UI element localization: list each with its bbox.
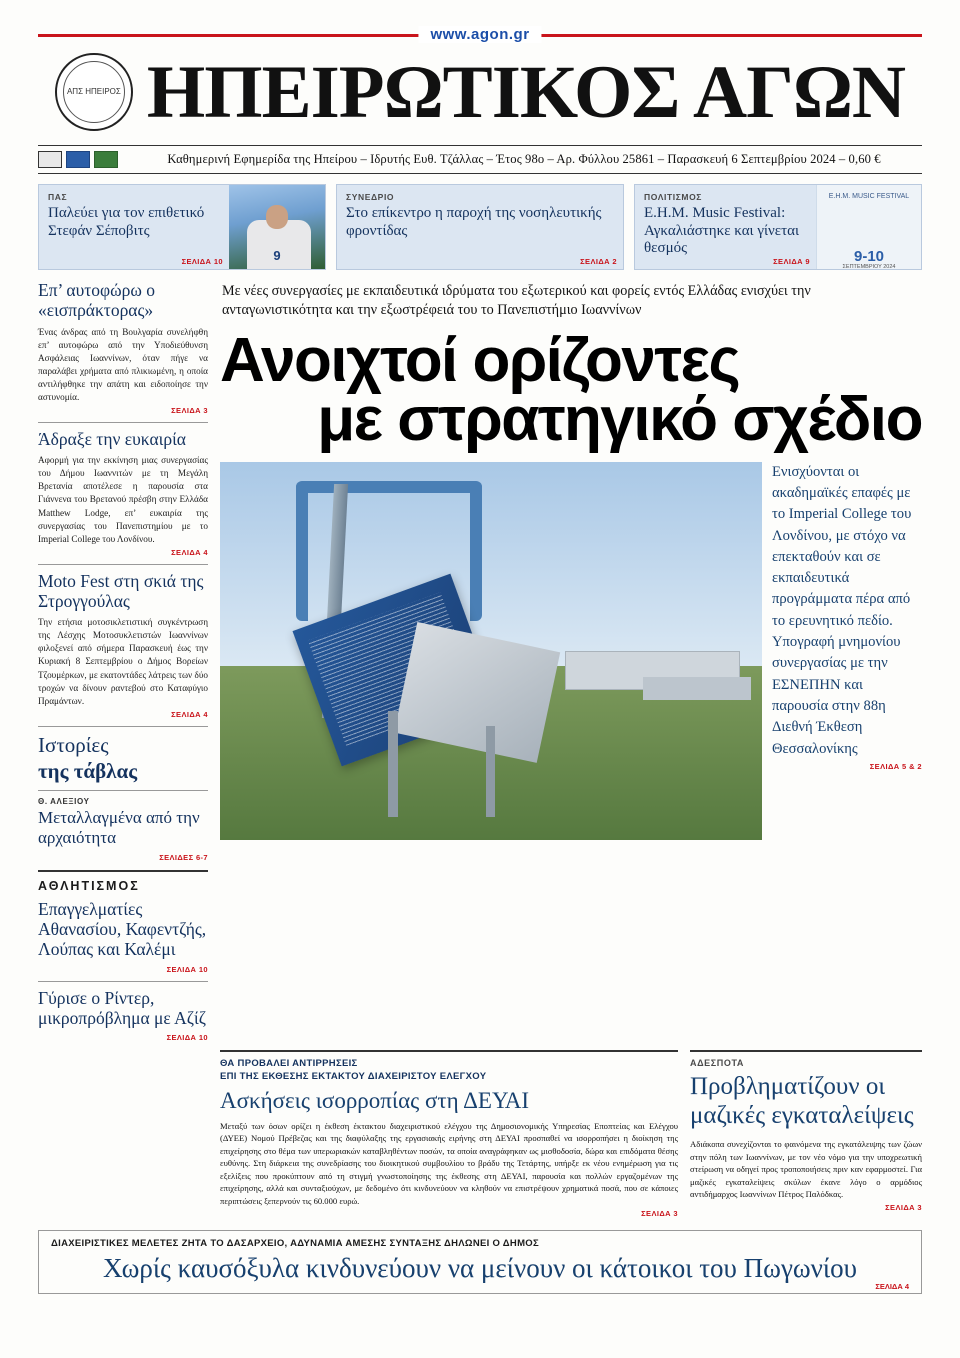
head-shape [266,205,288,229]
teaser-headline[interactable]: Στο επίκεντρο η παροχή της νοσηλευτικής φροντίδας [346,205,602,239]
divider-thick [220,1050,678,1052]
lead-caption [772,462,922,840]
teaser-sports[interactable] [38,184,326,270]
sidebar-item-headline[interactable]: Moto Fest στη σκιά της Στρογγούλας [38,570,204,611]
strays-headline[interactable]: Προβληματίζουν οι μαζικές εγκαταλείψεις [690,1073,914,1130]
divider [38,422,208,423]
teaser-page-ref: ΣΕΛΙΔΑ 10 [181,257,223,266]
sidebar-item-0[interactable] [38,280,208,415]
sign-post [388,711,398,817]
lead-body [220,462,922,840]
sidebar-sports-item-1[interactable] [38,988,208,1043]
title-row [38,50,922,134]
festival-poster-subtitle: ΣΕΠΤΕΜΒΡΙΟΥ 2024 [842,264,896,270]
sidebar-item-body: Αφορμή για την εκκίνηση μιας συνεργασίας του Δήμου Ιωαννιτών με τη Μεγάλη Βρετανία αποτέλεσε η παρουσία στα Γιάννενα του Βρετανού πρέσβη στην Ελλάδα Matthew Lodge, επ’ ευκαιρία της συνεργασίας του Πανεπιστημίου με το Imperial College του Λονδίνου. [38,455,208,544]
footer-article[interactable] [38,1230,922,1294]
lead-headline-line2: με στρατηγικό σχέδιο [317,385,922,455]
teaser-kicker: ΠΑΣ [48,192,68,202]
stories-headline-line1[interactable]: Ιστορίες [38,732,109,757]
divider [38,981,208,982]
sidebar-item-stories[interactable] [38,733,208,862]
festival-poster-title: E.H.M. MUSIC FESTIVAL [828,193,910,200]
teaser-conference[interactable] [336,184,624,270]
sidebar-item-page-ref: ΣΕΛΙΔΑ 4 [171,709,208,719]
stories-page-ref: ΣΕΛΙΔΕΣ 6-7 [159,852,208,862]
crest-label: ΑΠΣ ΗΠΕΙΡΟΣ [63,61,125,123]
strays-body: Αδιάκοπα συνεχίζονται το φαινόμενα της εγκατάλειψης των ζώων στην πόλη των Ιωαννίνων, με τον νέο νόμο για την υποχρεωτική στείρωση να οδηγεί προς τροποποιήσεις πριν καν εφαρμοστεί. Για μαζικές εγκαταλείψεις σκύλων έκανε λόγο ο αρμόδιος αντιδήμαρχος Ιωαννίνων Πέτρος Παλόδκας. [690,1139,922,1200]
stories-headline-line2[interactable]: της τάβλας [38,759,138,784]
newspaper-crest-icon [55,53,133,131]
teaser-kicker: ΣΥΝΕΔΡΙΟ [346,192,395,202]
sidebar-item-headline[interactable]: Άδραξε την ευκαιρία [38,428,186,449]
footer-headline[interactable]: Χωρίς καυσόξυλα κινδυνεύουν να μείνουν οι κάτοικοι του Πωγωνίου [103,1253,857,1284]
top-rule [38,26,922,43]
footer-page-ref: ΣΕΛΙΔΑ 4 [875,1282,909,1292]
lead-caption-text: Ενισχύονται οι ακαδημαϊκές επαφές με το Imperial College του Λονδίνου, με στόχο να επεκταθούν και σε εκπαιδευτικά προγράμματα πέρα από το ερευνητικό πεδίο. Υπογραφή μνημονίου συνεργασίας με την ΕΣΝΕΠΗΝ και παρουσία στην 88η Διεθνή Έκθεση Θεσσαλονίκης [772,463,912,757]
eneid-logo-icon [94,151,118,168]
masthead [0,0,960,174]
strapline-text: Καθημερινή Εφημερίδα της Ηπείρου – Ιδρυτής Ευθ. Τζάλλας – Έτος 98ο – Αρ. Φύλλου 25861 – Παρασκευή 6 Σεπτεμβρίου 2024 – 0,60 € [167,152,881,166]
divider [38,726,208,727]
festival-poster-date: 9-10 [853,248,885,265]
sports-item-headline[interactable]: Επαγγελματίες Αθανασίου, Καφεντζής, Λούπας και Καλέμι [38,898,207,960]
divider-thick [38,870,208,872]
bottom-left-spacer [38,1050,208,1218]
deyai-kicker-line2: ΕΠΙ ΤΗΣ ΕΚΘΕΣΗΣ ΕΚΤΑΚΤΟΥ ΔΙΑΧΕΙΡΙΣΤΟΥ ΕΛΕΓΧΟΥ [220,1071,487,1083]
sports-item-headline[interactable]: Γύρισε ο Ρίντερ, μικροπρόβλημα με Αζίζ [38,987,207,1029]
deyai-kicker-line1: ΘΑ ΠΡΟΒΑΛΕΙ ΑΝΤΙΡΡΗΣΕΙΣ [220,1058,358,1070]
union-logo-icon [66,151,90,168]
deyai-page-ref: ΣΕΛΙΔΑ 3 [641,1209,678,1219]
footer-kicker: ΔΙΑΧΕΙΡΙΣΤΙΚΕΣ ΜΕΛΕΤΕΣ ΖΗΤΑ ΤΟ ΔΑΣΑΡΧΕΙΟ, ΑΔΥΝΑΜΙΑ ΑΜΕΣΗΣ ΣΥΝΤΑΞΗΣ ΔΗΛΩΝΕΙ Ο ΔΗΜΟΣ [51,1238,539,1250]
teaser-culture[interactable] [634,184,922,270]
footballer-photo [229,185,325,269]
sidebar-item-body: Την ετήσια μοτοσικλετιστική συγκέντρωση της Λέσχης Μοτοσυκλετιστών Ιωαννίνων φιλοξενεί από σήμερα Παρασκευή έως την Κυριακή 8 Σεπτεμβρίου ο Δήμος Βορείων Τζουμέρκων, με εκατοντάδες λάτρεις των δύο τροχών να δίνουν ραντεβού στο Καταφύγιο Πραμάντων. [38,617,208,706]
divider-thick [690,1050,922,1052]
strapline [38,145,922,174]
teaser-page-ref: ΣΕΛΙΔΑ 9 [773,257,810,266]
sidebar-item-headline[interactable]: Επ’ αυτοφώρω ο «εισπράκτορας» [38,280,156,321]
stories-subhead[interactable]: Μεταλλαγμένα από την αρχαιότητα [38,808,200,848]
sports-section-label: ΑΘΛΗΤΙΣΜΟΣ [38,878,140,893]
lead-caption-page-ref: ΣΕΛΙΔΑ 5 & 2 [869,761,922,771]
website-url[interactable]: www.agon.gr [418,26,541,43]
main-content [0,270,960,1042]
building-shape-2 [643,677,751,700]
press-logo-icon [38,151,62,168]
teaser-page-ref: ΣΕΛΙΔΑ 2 [580,257,617,266]
strays-kicker: ΑΔΕΣΠΟΤΑ [690,1058,745,1069]
teaser-text [337,185,623,269]
sports-item-page-ref: ΣΕΛΙΔΑ 10 [166,964,208,974]
teaser-band [0,174,960,270]
sidebar-item-body: Ένας άνδρας από τη Βουλγαρία συνελήφθη επ’ αυτοφώρω από την Υποδιεύθυνση Ασφάλειας Ιωαννίνων, όταν πήγε να παραλάβει χρήματα από πλικιωμένη, η οποία αντιλήφθηκε την απάτη και ειδοποίησε την αστυνομία. [38,326,208,402]
article-strays[interactable] [690,1050,922,1218]
teaser-kicker: ΠΟΛΙΤΙΣΜΟΣ [644,192,703,202]
sidebar [38,280,208,1042]
lead-headline[interactable] [220,325,922,455]
teaser-headline[interactable]: Παλεύει για τον επιθετικό Στεφάν Σέποβιτς [48,205,205,239]
sidebar-sports-item-0[interactable] [38,899,208,974]
deyai-body: Μεταξύ των όσων ορίζει η έκθεση έκτακτου διαχειριστικού ελέγχου της Δημοσιονομικής Υπηρεσίας Εποπτείας και Ελέγχου (ΔΥΕΕ) Νομού Πρέβεζας και της διαφύλαξης της εργασιακής ειρήνης στη ΔΕΥΑΙ προσπαθεί να ισορροπήσει η διοίκηση της επιχείρησης στο θέμα των υπερωριακών καταβληθέντων ποσών, τα οποία αναγράφηκαν ως μισθοδοσία, δώρα και επιδόματα θέσης ευθύνης. Στη διάρκεια της συνεδρίασης του διοικητικού συμβουλίου το βράδυ της Τετάρτης, υπήρξε εκ νέου ενημέρωση για τις εξελίξεις που προκύπτουν από τη στιγμή γνωστοποίησης της έκθεσης στη ΔΕΥΑΙ, παρουσία και πολλών εργαζομένων της επιχείρησης, αλλά και συνταξιούχων, με δεδομένο ότι κινδυνεύουν να κληθούν να επιστρέψουν χρηματικά ποσά, που σε κάποιες περιπτώσεις ξεπερνούν τις 60.000 ευρώ. [220,1121,678,1206]
divider [38,564,208,565]
deyai-headline[interactable]: Ασκήσεις ισορροπίας στη ΔΕΥΑΙ [220,1088,530,1113]
divider [38,790,208,791]
teaser-headline[interactable]: E.H.M. Music Festival: Αγκαλιάστηκε και γίνεται θεσμός [644,205,800,257]
sidebar-item-2[interactable] [38,571,208,719]
lead-article [220,280,922,1042]
lead-headline-line1: Ανοιχτοί ορίζοντες [220,325,740,395]
sidebar-item-page-ref: ΣΕΛΙΔΑ 4 [171,547,208,557]
teaser-text [39,185,229,269]
shirt-number: 9 [273,248,281,263]
article-deyai[interactable] [220,1050,678,1218]
strays-page-ref: ΣΕΛΙΔΑ 3 [885,1202,922,1212]
sign-post-2 [486,726,495,817]
festival-poster [816,185,921,269]
bottom-section [0,1042,960,1218]
stories-byline: Θ. ΑΛΕΞΙΟΥ [38,797,90,807]
sidebar-item-1[interactable] [38,429,208,557]
sidebar-item-page-ref: ΣΕΛΙΔΑ 3 [171,405,208,415]
page-title: ΗΠΕΙΡΩΤΙΚΟΣ ΑΓΩΝ [146,50,906,134]
association-logos [38,151,118,168]
sports-item-page-ref: ΣΕΛΙΔΑ 10 [166,1033,208,1043]
university-campus-photo [220,462,762,840]
teaser-text [635,185,816,269]
lead-intro: Με νέες συνεργασίες με εκπαιδευτικά ιδρύματα του εξωτερικού και φορείς εντός Ελλάδας ενισχύει την ανταγωνιστικότητα και την εξωστρέφειά του το Πανεπιστήμιο Ιωαννίνων [222,283,811,319]
